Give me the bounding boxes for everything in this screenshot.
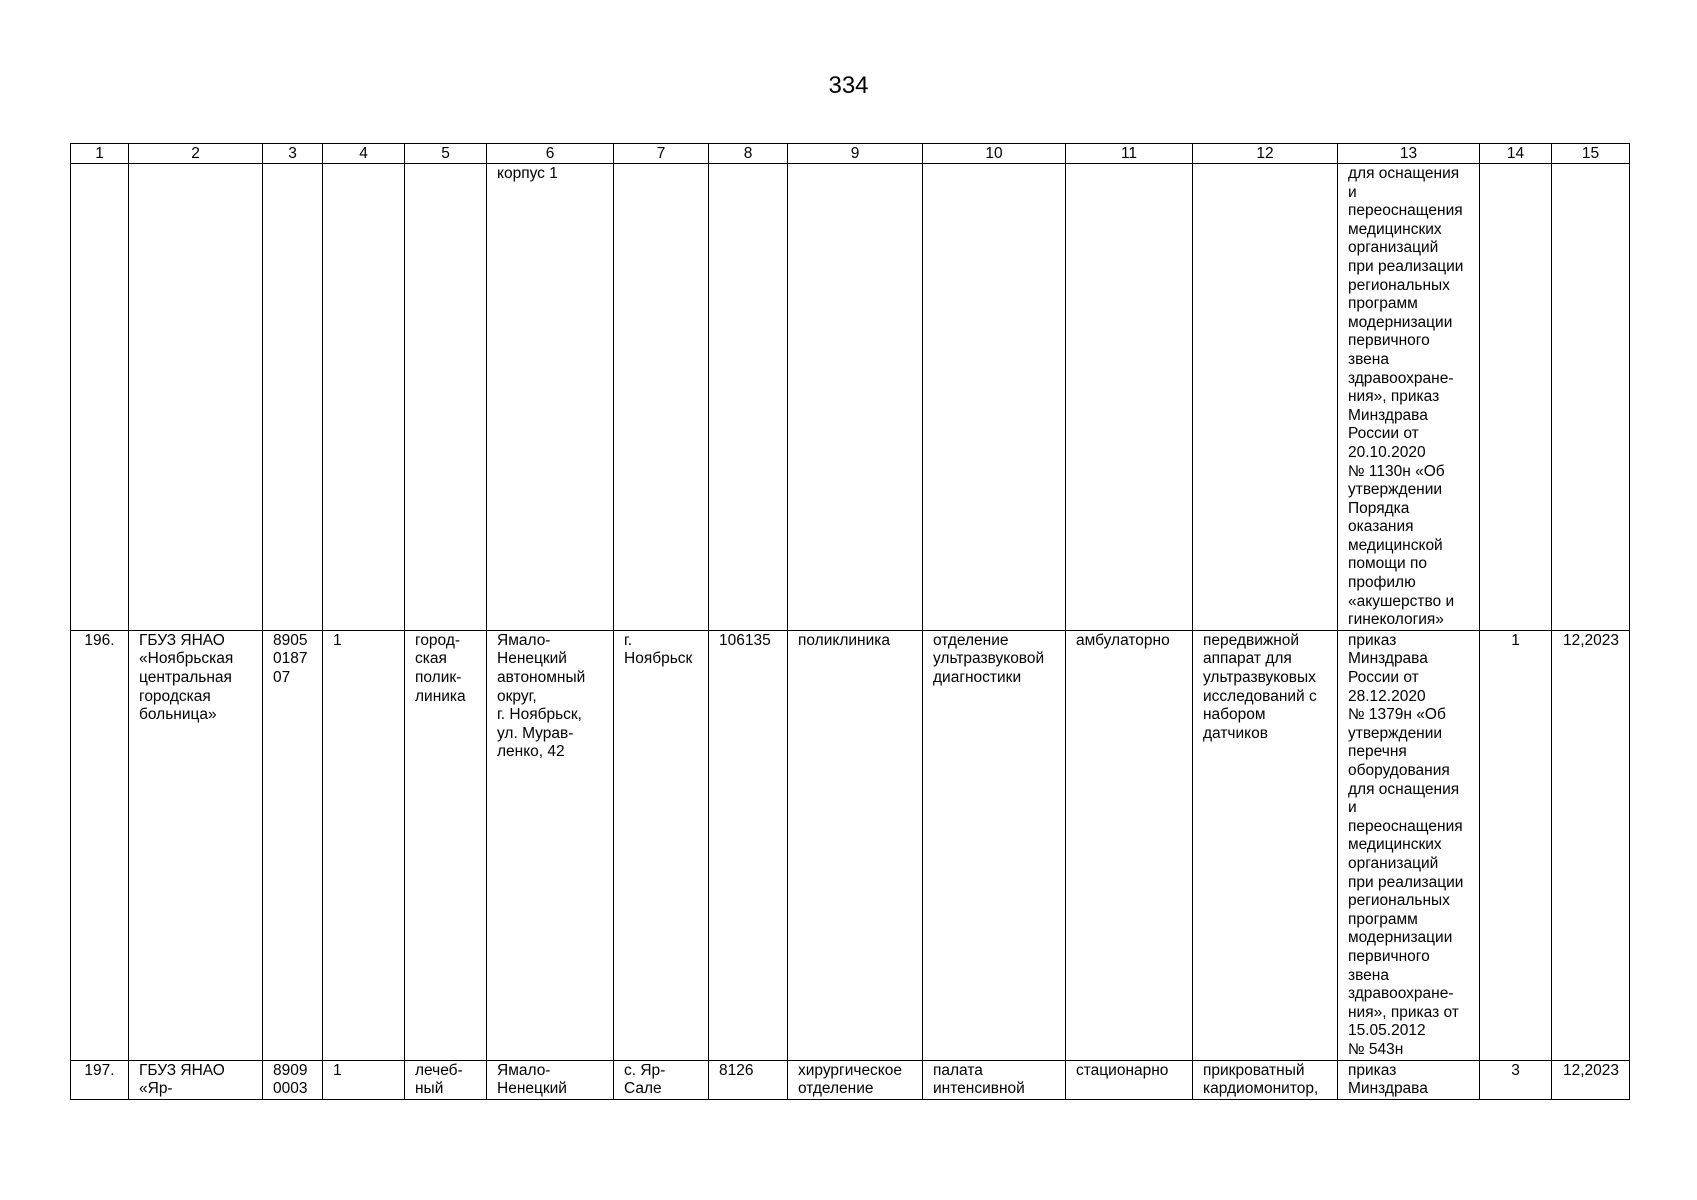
table-cell: 1 <box>323 1060 405 1099</box>
table-cell: ГБУЗ ЯНАО «Яр- <box>129 1060 263 1099</box>
table-cell: отделение ультразвуковой диагностики <box>923 630 1066 1060</box>
equipment-registry-table <box>70 143 1630 1100</box>
table-cell: Ямало- Ненецкий <box>487 1060 614 1099</box>
table-cell: корпус 1 <box>487 164 614 631</box>
table-cell: 8126 <box>709 1060 788 1099</box>
table-cell: поликлиника <box>788 630 923 1060</box>
table-cell: 12,2023 <box>1552 1060 1630 1099</box>
table-cell <box>709 164 788 631</box>
table-cell <box>1552 164 1630 631</box>
table-row <box>71 164 1630 631</box>
column-header: 6 <box>487 144 614 164</box>
table-cell: 8909 0003 <box>263 1060 323 1099</box>
table-cell: город- ская полик- линика <box>405 630 487 1060</box>
table-row <box>71 630 1630 1060</box>
column-header: 8 <box>709 144 788 164</box>
table-cell: Ямало- Ненецкий автономный округ, г. Ноябрьск, ул. Мурав- ленко, 42 <box>487 630 614 1060</box>
column-header: 13 <box>1338 144 1480 164</box>
row-number-cell: 197. <box>71 1060 129 1099</box>
table-cell <box>405 164 487 631</box>
table-cell: лечеб- ный <box>405 1060 487 1099</box>
table-cell <box>263 164 323 631</box>
table-cell: приказ Минздрава России от 28.12.2020 № 1379н «Об утверждении перечня оборудования для оснащения и переоснащения медицинских организаций при реализации региональных программ модернизации первичного звена здравоохране- ния», приказ от 15.05.2012 № 543н <box>1338 630 1480 1060</box>
table-cell <box>129 164 263 631</box>
table-cell: для оснащения и переоснащения медицинских организаций при реализации региональных программ модернизации первичного звена здравоохране- ния», приказ Минздрава России от 20.10.2020 № 1130н «Об утверждении Порядка оказания медицинской помощи по профилю «акушерство и гинекология» <box>1338 164 1480 631</box>
table-cell: приказ Минздрава <box>1338 1060 1480 1099</box>
column-header: 4 <box>323 144 405 164</box>
table-cell: 8905 0187 07 <box>263 630 323 1060</box>
table-cell: стационарно <box>1066 1060 1193 1099</box>
table-cell <box>1480 164 1552 631</box>
table-cell <box>614 164 709 631</box>
column-header: 9 <box>788 144 923 164</box>
table-cell: ГБУЗ ЯНАО «Ноябрьская центральная городская больница» <box>129 630 263 1060</box>
table-cell <box>923 164 1066 631</box>
table-cell <box>71 164 129 631</box>
table-cell: с. Яр- Сале <box>614 1060 709 1099</box>
table-cell: хирургическое отделение <box>788 1060 923 1099</box>
row-number-cell: 196. <box>71 630 129 1060</box>
column-header: 14 <box>1480 144 1552 164</box>
table-cell <box>323 164 405 631</box>
table-cell: 1 <box>1480 630 1552 1060</box>
column-header: 11 <box>1066 144 1193 164</box>
table-cell: палата интенсивной <box>923 1060 1066 1099</box>
table-cell: прикроватный кардиомонитор, <box>1193 1060 1338 1099</box>
column-header: 10 <box>923 144 1066 164</box>
table-cell <box>1193 164 1338 631</box>
table-cell: 106135 <box>709 630 788 1060</box>
column-header: 7 <box>614 144 709 164</box>
column-number-row <box>71 144 1630 164</box>
column-header: 3 <box>263 144 323 164</box>
column-header: 15 <box>1552 144 1630 164</box>
table-cell: г. Ноябрьск <box>614 630 709 1060</box>
table-cell: амбулаторно <box>1066 630 1193 1060</box>
table-cell: 1 <box>323 630 405 1060</box>
table-row <box>71 1060 1630 1099</box>
table-cell: 12,2023 <box>1552 630 1630 1060</box>
table-cell: 3 <box>1480 1060 1552 1099</box>
column-header: 12 <box>1193 144 1338 164</box>
table-cell <box>1066 164 1193 631</box>
table-cell <box>788 164 923 631</box>
column-header: 5 <box>405 144 487 164</box>
column-header: 1 <box>71 144 129 164</box>
column-header: 2 <box>129 144 263 164</box>
page-number: 334 <box>828 72 869 99</box>
table-cell: передвижной аппарат для ультразвуковых исследований с набором датчиков <box>1193 630 1338 1060</box>
